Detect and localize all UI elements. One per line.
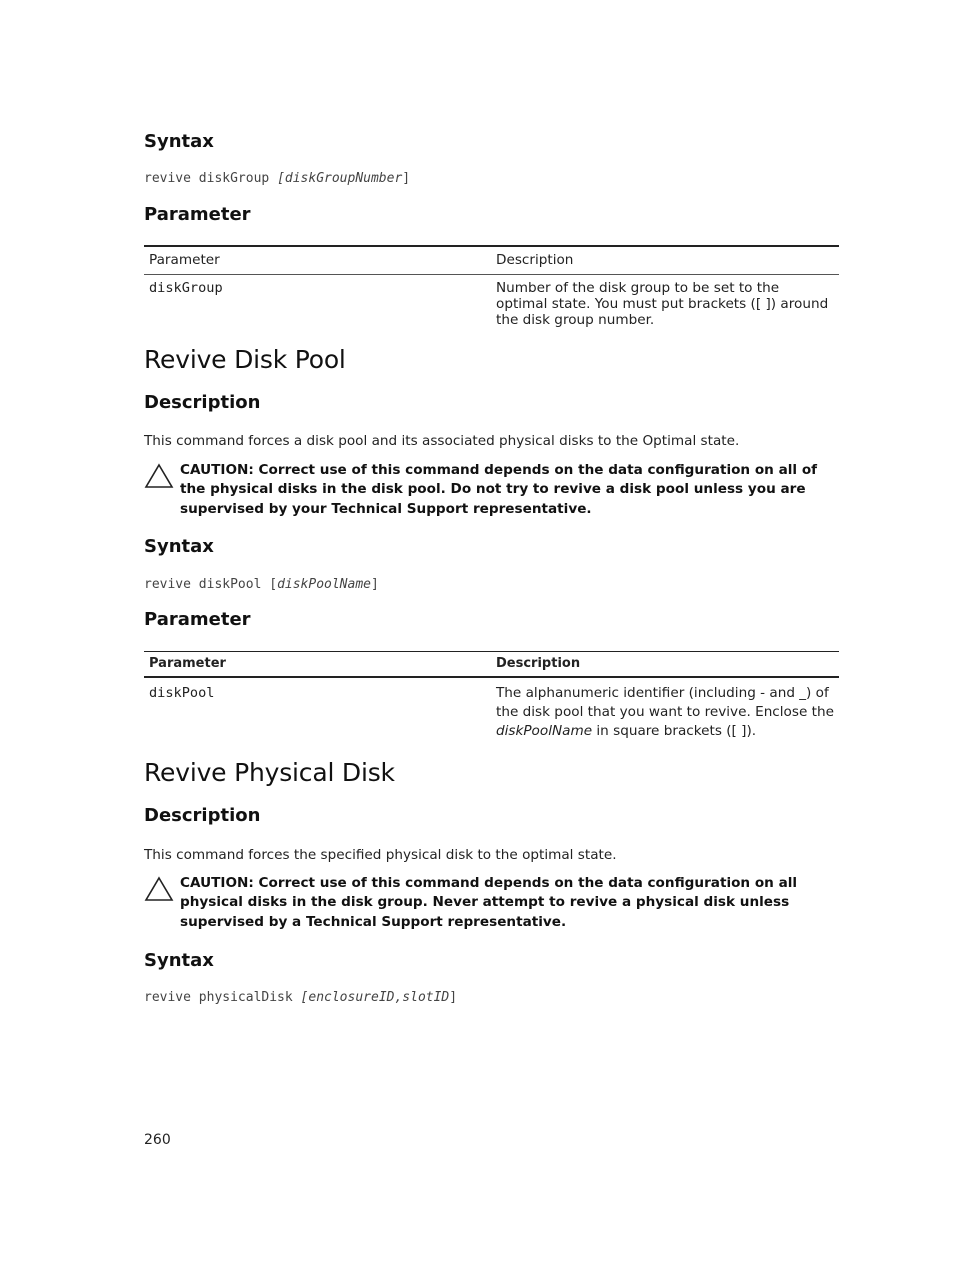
param-description: Number of the disk group to be set to the optimal state. You must put brackets ([ ]) around the disk group number. — [496, 280, 829, 328]
table-header-parameter: Parameter — [144, 652, 491, 678]
param-name: diskPool — [149, 685, 215, 701]
caution-text-2: CAUTION: Correct use of this command depends on the data configuration on all of the physical disks in the disk pool. Do not try to revive a disk pool unless you are supervised by your Technical Support representative. — [180, 462, 818, 517]
syntax-heading-3: Syntax — [144, 950, 214, 971]
description-heading-2: Description — [144, 392, 261, 413]
parameter-heading-2: Parameter — [144, 609, 251, 630]
syntax-command-2: revive diskPool [diskPoolName] — [144, 577, 379, 592]
page-number: 260 — [144, 1132, 171, 1148]
table-header-row — [144, 246, 839, 275]
syntax-command-3: revive physicalDisk [enclosureID,slotID] — [144, 990, 458, 1005]
table-header-row — [144, 652, 839, 678]
syntax-heading-2: Syntax — [144, 536, 214, 557]
syntax-command-1: revive diskGroup [diskGroupNumber] — [144, 171, 411, 186]
description-text-2: This command forces a disk pool and its associated physical disks to the Optimal state. — [144, 433, 740, 449]
param-name: diskGroup — [149, 280, 223, 296]
syntax-heading-1: Syntax — [144, 131, 214, 152]
description-heading-3: Description — [144, 805, 261, 826]
parameter-table-1 — [144, 245, 839, 328]
table-row — [144, 677, 839, 741]
parameter-heading-1: Parameter — [144, 204, 251, 225]
caution-triangle-icon — [144, 876, 174, 902]
description-text-3: This command forces the specified physical disk to the optimal state. — [144, 847, 617, 863]
table-header-description: Description — [491, 652, 839, 678]
parameter-table-2 — [144, 651, 839, 741]
table-row — [144, 275, 839, 329]
section-title-revive-physical-disk: Revive Physical Disk — [144, 758, 395, 787]
caution-triangle-icon — [144, 463, 174, 489]
table-header-parameter: Parameter — [144, 246, 491, 275]
table-header-description: Description — [491, 246, 839, 275]
param-description: The alphanumeric identifier (including - and _) of the disk pool that you want to revive. Enclose the diskPoolName in square brackets ([ ]). — [496, 685, 834, 739]
caution-text-3: CAUTION: Correct use of this command depends on the data configuration on all physical disks in the disk group. Never attempt to revive a physical disk unless supervised by a Technical Support representative. — [180, 875, 798, 930]
section-title-revive-disk-pool: Revive Disk Pool — [144, 345, 346, 374]
